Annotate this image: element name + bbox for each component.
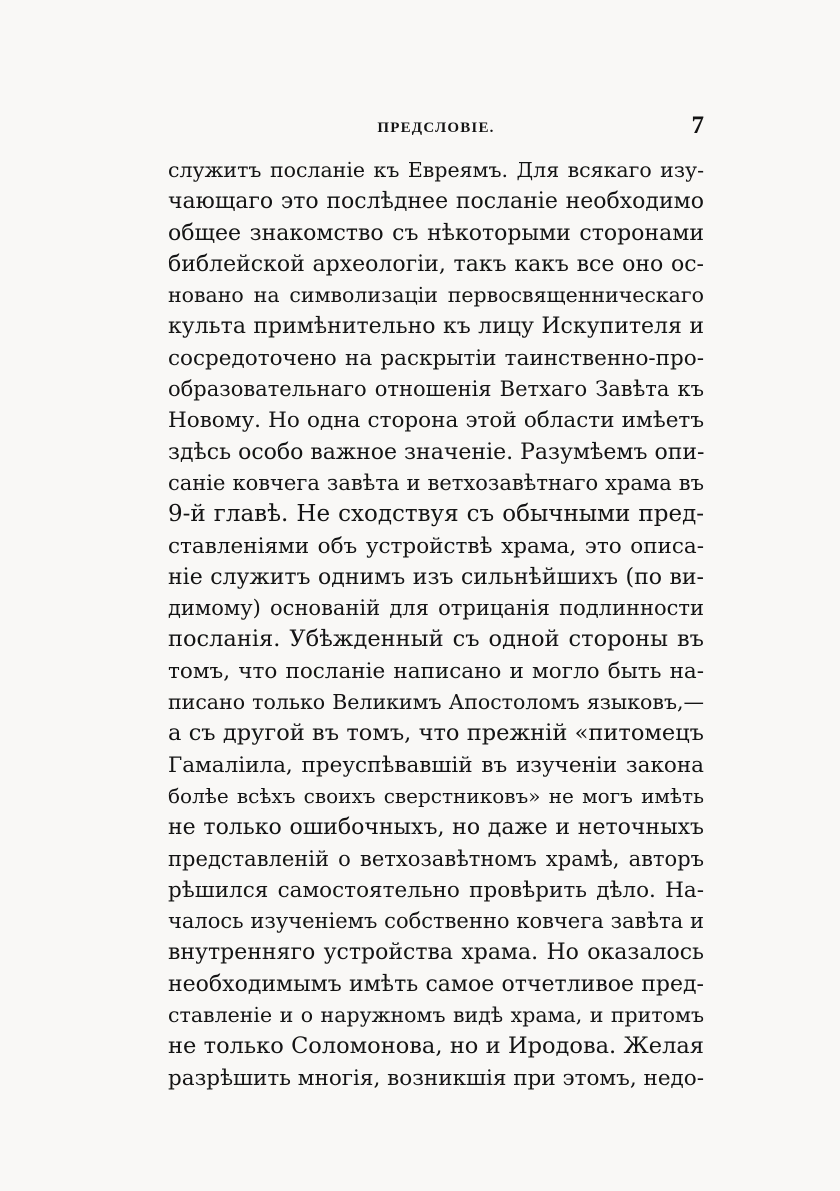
text-line: разрѣшить многія, возникшія при этомъ, недо- [168, 1065, 704, 1091]
text-line: представленій о ветхозавѣтномъ храмѣ, авторъ [168, 846, 704, 871]
text-line: рѣшился самостоятельно провѣрить дѣло. На- [168, 877, 704, 903]
text-line: саніе ковчега завѣта и ветхозавѣтнаго храма въ [168, 470, 704, 495]
text-line: культа примѣнительно къ лицу Искупителя и [168, 314, 704, 340]
text-line: Новому. Но одна сторона этой области имѣетъ [168, 408, 704, 434]
text-line: а съ другой въ томъ, что прежній «питомецъ [168, 720, 704, 747]
text-line: ніе служитъ однимъ изъ сильнѣйшихъ (по ви- [168, 564, 704, 590]
text-line: образовательнаго отношенія Ветхаго Завѣта къ [168, 377, 704, 402]
text-line: ставленіе и о наружномъ видѣ храма, и притомъ [168, 1003, 704, 1028]
text-line: писано только Великимъ Апостоломъ языковъ,— [168, 690, 704, 715]
text-line: чалось изученіемъ собственно ковчега завѣта и [168, 909, 704, 934]
text-line: служитъ посланіе къ Евреямъ. Для всякаго изу- [168, 158, 704, 182]
text-line: посланія. Убѣжденный съ одной стороны въ [168, 626, 704, 653]
text-line: здѣсь особо важное значеніе. Разумѣемъ опи- [168, 439, 704, 465]
text-line: ставленіями объ устройствѣ храма, это описа- [168, 533, 704, 559]
page-number: 7 [691, 112, 704, 139]
running-head [168, 112, 704, 146]
text-line: болѣе всѣхъ своихъ сверстниковъ» не могъ имѣть [168, 783, 704, 808]
text-line: сосредоточено на раскрытіи таинственно-про- [168, 345, 704, 371]
text-line: не только ошибочныхъ, но даже и неточныхъ [168, 815, 704, 841]
body-text [168, 155, 704, 1094]
text-line: чающаго это послѣднее посланіе необходимо [168, 189, 704, 215]
text-line: общее знакомство съ нѣкоторыми сторонами [168, 220, 704, 246]
text-line: 9-й главѣ. Не сходствуя съ обычными пред- [168, 501, 704, 528]
text-line: новано на символизаціи первосвященническаго [168, 283, 704, 308]
running-title: ПРЕДСЛОВІЕ. [377, 120, 495, 136]
text-line: библейской археологіи, такъ какъ все оно ос- [168, 251, 704, 277]
text-line: димому) основаній для отрицанія подлинности [168, 596, 704, 621]
text-line: необходимымъ имѣть самое отчетливое пред- [168, 971, 704, 997]
text-line: не только Соломонова, но и Иродова. Желая [168, 1033, 704, 1060]
text-line: Гамаліила, преуспѣвавшій въ изученіи закона [168, 752, 704, 778]
text-line: внутренняго устройства храма. Но оказалось [168, 940, 704, 966]
text-line: томъ, что посланіе написано и могло быть на- [168, 658, 704, 684]
